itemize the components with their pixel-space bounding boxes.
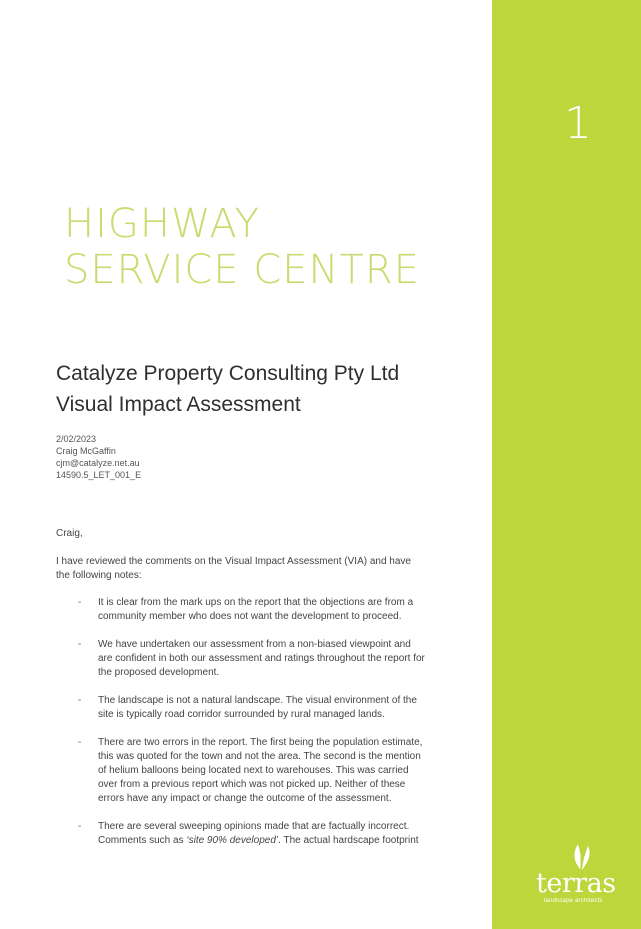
recipient-name: Craig McGaffin (56, 446, 116, 456)
company-name: Catalyze Property Consulting Pty Ltd (56, 362, 400, 385)
title-line-1: HIGHWAY (64, 201, 261, 247)
document-title (64, 201, 420, 293)
intro-paragraph: I have reviewed the comments on the Visual Impact Assessment (VIA) and have the following notes: (56, 556, 411, 581)
document-subtitle (56, 358, 399, 420)
list-item (56, 736, 426, 806)
report-name: Visual Impact Assessment (56, 393, 301, 416)
list-item (56, 596, 426, 624)
side-band (492, 0, 641, 929)
letter-date: 2/02/2023 (56, 434, 97, 444)
bullet-dash: - (78, 737, 82, 748)
logo-tagline: landscape architects (544, 898, 603, 904)
bullet-quote: ‘site 90% developed’ (186, 835, 279, 846)
bullet-text: The landscape is not a natural landscape. The visual environment of the site is typically road corridor surrounded by rural managed lands. (98, 695, 417, 720)
page-number: 1 (564, 98, 592, 149)
recipient-email: cjm@catalyze.net.au (56, 458, 140, 468)
letter-reference: 14590.5_LET_001_E (56, 470, 142, 480)
bullet-dash: - (78, 639, 82, 650)
title-line-2: SERVICE CENTRE (64, 247, 420, 293)
list-item (56, 694, 426, 722)
bullet-text: We have undertaken our assessment from a non-biased viewpoint and are confident in both our assessment and ratings throughout the report for the proposed development. (98, 639, 425, 678)
bullet-dash: - (78, 597, 82, 608)
list-item (56, 820, 426, 848)
salutation: Craig, (56, 528, 83, 539)
terras-logo (532, 840, 632, 910)
bullet-text-before: There are several sweeping opinions made that are factually incorrect. Comments such as (98, 821, 410, 846)
bullet-dash: - (78, 821, 82, 832)
bullet-text-after: . The actual hardscape footprint (278, 835, 419, 846)
logo-wordmark: terras (536, 868, 616, 899)
notes-list (56, 596, 426, 862)
bullet-dash: - (78, 695, 82, 706)
bullet-text: It is clear from the mark ups on the report that the objections are from a community member who does not want the development to proceed. (98, 597, 414, 622)
bullet-text: There are two errors in the report. The first being the population estimate, this was quoted for the town and not the area. The second is the mention of helium balloons being located next to warehouses. This was carried over from a previous report which was not picked up. Neither of these errors have any impact or change the outcome of the assessment. (98, 737, 423, 804)
letter-meta (56, 433, 141, 481)
list-item (56, 638, 426, 680)
